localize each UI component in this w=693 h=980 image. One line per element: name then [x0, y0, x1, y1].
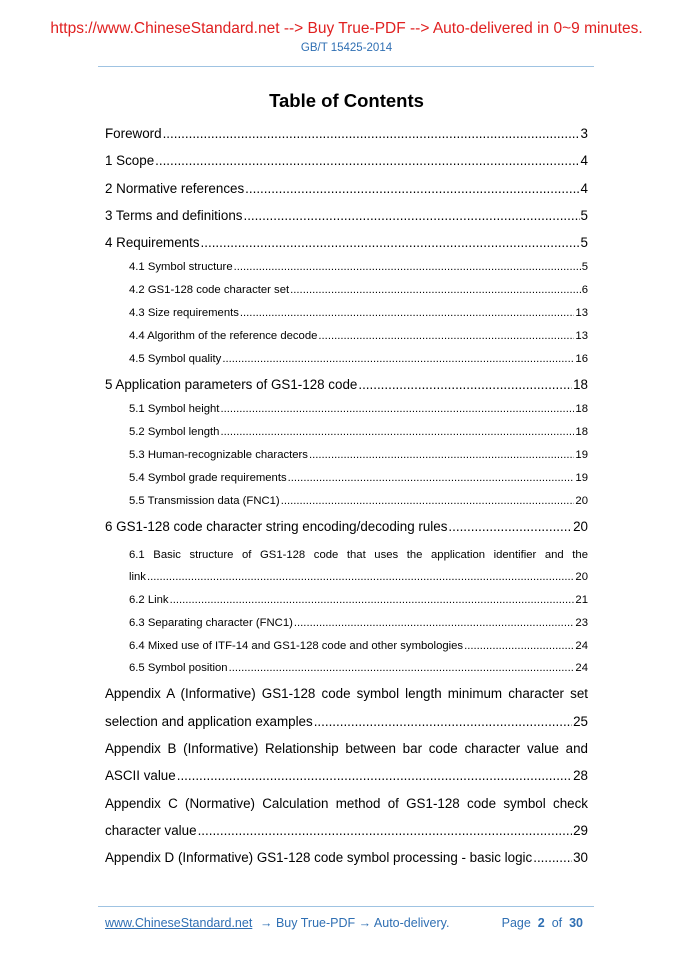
toc-leader	[177, 762, 572, 789]
download-banner[interactable]: https://www.ChineseStandard.net --> Buy True-PDF --> Auto-delivered in 0~9 minutes.	[50, 20, 643, 37]
toc-leader	[288, 467, 575, 490]
toc-entry-foreword[interactable]	[105, 120, 588, 147]
toc-entry-appendix-b[interactable]	[105, 735, 588, 790]
toc-page-number: 19	[575, 449, 588, 462]
toc-page-number: 25	[573, 713, 588, 729]
toc-leader	[309, 444, 574, 467]
toc-page-number: 13	[575, 330, 588, 343]
toc-entry-label-line2: ASCII value	[105, 768, 176, 784]
toc-entry-appendix-a[interactable]	[105, 680, 588, 735]
toc-entry-encoding-rules[interactable]	[105, 513, 588, 540]
toc-entry-label-line1: Appendix B (Informative) Relationship between bar code character value and	[105, 740, 588, 756]
toc-leader	[294, 612, 575, 635]
toc-entry-6-4[interactable]	[105, 635, 588, 658]
standard-code: GB/T 15425-2014	[300, 42, 393, 54]
toc-leader	[222, 348, 574, 371]
toc-entry-label: Foreword	[105, 126, 162, 141]
toc-leader	[163, 120, 580, 147]
toc-entry-terms-definitions[interactable]	[105, 202, 588, 229]
toc-entry-label: Appendix D (Informative) GS1-128 code symbol processing - basic logic	[105, 850, 533, 866]
toc-leader	[318, 325, 574, 348]
toc-page-number: 5	[581, 261, 588, 274]
toc-leader	[358, 371, 572, 398]
toc-page-number: 13	[575, 307, 588, 320]
toc-leader	[240, 302, 575, 325]
toc-entry-requirements[interactable]	[105, 229, 588, 256]
toc-page-number: 21	[575, 593, 588, 606]
toc-entry-appendix-c[interactable]	[105, 790, 588, 845]
toc-page-number: 18	[575, 426, 588, 439]
page-current: 2	[537, 916, 545, 930]
toc-entry-6-3[interactable]	[105, 612, 588, 635]
toc-leader	[464, 635, 574, 658]
toc-leader	[290, 279, 581, 302]
toc-page-number: 6	[581, 284, 588, 297]
toc-entry-label-line2: character value	[105, 822, 197, 838]
header-divider	[98, 66, 594, 67]
toc-page-number: 24	[575, 639, 588, 652]
toc-entry-4-1[interactable]	[105, 256, 588, 279]
toc-entry-label: 5.2 Symbol length	[129, 426, 220, 439]
toc-page-number: 3	[580, 126, 588, 141]
toc-page-number: 4	[580, 153, 588, 169]
page-indicator	[502, 916, 583, 930]
toc-page-number: 5	[580, 235, 588, 251]
toc-leader	[220, 421, 574, 444]
toc-entry-label: 5.1 Symbol height	[129, 403, 220, 416]
toc-page-number: 18	[575, 403, 588, 416]
toc-entry-application-parameters[interactable]	[105, 371, 588, 398]
toc-entry-label: 5 Application parameters of GS1-128 code	[105, 376, 358, 392]
toc-entry-5-4[interactable]	[105, 467, 588, 490]
toc-entry-6-2[interactable]	[105, 589, 588, 612]
toc-entry-label: 4.4 Algorithm of the reference decode	[129, 330, 318, 343]
page-total: 30	[569, 916, 583, 930]
toc-entry-5-1[interactable]	[105, 398, 588, 421]
toc-leader	[243, 202, 579, 229]
site-link[interactable]: www.ChineseStandard.net	[105, 916, 253, 930]
toc-entry-5-5[interactable]	[105, 490, 588, 513]
toc-entry-label: 5.3 Human-recognizable characters	[129, 449, 308, 462]
toc-leader	[448, 513, 572, 540]
toc-leader	[314, 708, 572, 735]
toc-leader	[170, 589, 575, 612]
toc-entry-normative-references[interactable]	[105, 175, 588, 202]
footer-divider	[98, 906, 594, 907]
toc-page-number: 29	[573, 822, 588, 838]
toc-page-number: 16	[575, 353, 588, 366]
toc-page-number: 5	[580, 207, 588, 223]
toc-leader	[201, 229, 580, 256]
toc-entry-label-line2: link	[129, 571, 146, 584]
toc-entry-4-5[interactable]	[105, 348, 588, 371]
toc-entry-label: 6.2 Link	[129, 593, 169, 606]
toc-entry-label: 4.5 Symbol quality	[129, 353, 222, 366]
toc-entry-label: 5.4 Symbol grade requirements	[129, 471, 287, 484]
toc-page-number: 30	[573, 850, 588, 866]
toc-entry-scope[interactable]	[105, 147, 588, 174]
toc-entry-label: 6.5 Symbol position	[129, 662, 228, 675]
toc-leader	[281, 490, 575, 513]
toc-page-number: 20	[573, 518, 588, 534]
toc-entry-label-line1: Appendix A (Informative) GS1-128 code symbol length minimum character set	[105, 686, 588, 702]
toc-entry-4-3[interactable]	[105, 302, 588, 325]
toc-entry-label: 4.1 Symbol structure	[129, 261, 233, 274]
toc-page-number: 20	[575, 494, 588, 507]
page-of: of	[551, 916, 563, 930]
toc-entry-label: 6.4 Mixed use of ITF-14 and GS1-128 code and other symbologies	[129, 639, 464, 652]
toc-entry-label: 6.3 Separating character (FNC1)	[129, 616, 293, 629]
toc-leader	[229, 657, 575, 680]
toc-page-number: 23	[575, 616, 588, 629]
toc-leader	[220, 398, 574, 421]
toc-page-number: 24	[575, 662, 588, 675]
toc-entry-label-line1: Appendix C (Normative) Calculation method of GS1-128 code symbol check	[105, 795, 588, 811]
toc-page-number: 18	[573, 376, 588, 392]
toc-entry-label: 2 Normative references	[105, 180, 245, 196]
toc-entry-label: 1 Scope	[105, 153, 155, 169]
toc-leader	[198, 817, 573, 844]
toc-page-number: 4	[580, 180, 588, 196]
table-of-contents	[105, 120, 588, 871]
toc-entry-label: 4.3 Size requirements	[129, 307, 239, 320]
toc-entry-label: 4 Requirements	[105, 235, 200, 251]
toc-entry-5-2[interactable]	[105, 421, 588, 444]
toc-page-number: 19	[575, 471, 588, 484]
page-word: Page	[501, 916, 531, 930]
page-title: Table of Contents	[269, 90, 424, 111]
toc-leader	[234, 256, 581, 279]
toc-leader	[533, 844, 572, 871]
toc-page-number: 28	[573, 768, 588, 784]
toc-entry-4-2[interactable]	[105, 279, 588, 302]
toc-entry-5-3[interactable]	[105, 444, 588, 467]
footer-tagline: → Buy True-PDF → Auto-delivery.	[260, 916, 450, 930]
toc-entry-label: 5.5 Transmission data (FNC1)	[129, 494, 280, 507]
toc-entry-label-line2: selection and application examples	[105, 713, 313, 729]
toc-entry-label: 3 Terms and definitions	[105, 207, 243, 223]
toc-entry-appendix-d[interactable]	[105, 844, 588, 871]
toc-entry-6-5[interactable]	[105, 657, 588, 680]
toc-leader	[245, 175, 579, 202]
toc-entry-label: 6 GS1-128 code character string encoding/decoding rules	[105, 518, 448, 534]
toc-leader	[147, 566, 574, 588]
toc-leader	[155, 147, 579, 174]
toc-entry-label: 4.2 GS1-128 code character set	[129, 284, 290, 297]
toc-entry-4-4[interactable]	[105, 325, 588, 348]
toc-page-number: 20	[575, 571, 588, 584]
toc-entry-6-1[interactable]	[105, 544, 588, 589]
toc-entry-label-line1: 6.1 Basic structure of GS1-128 code that uses the application identifier and the	[129, 548, 588, 561]
